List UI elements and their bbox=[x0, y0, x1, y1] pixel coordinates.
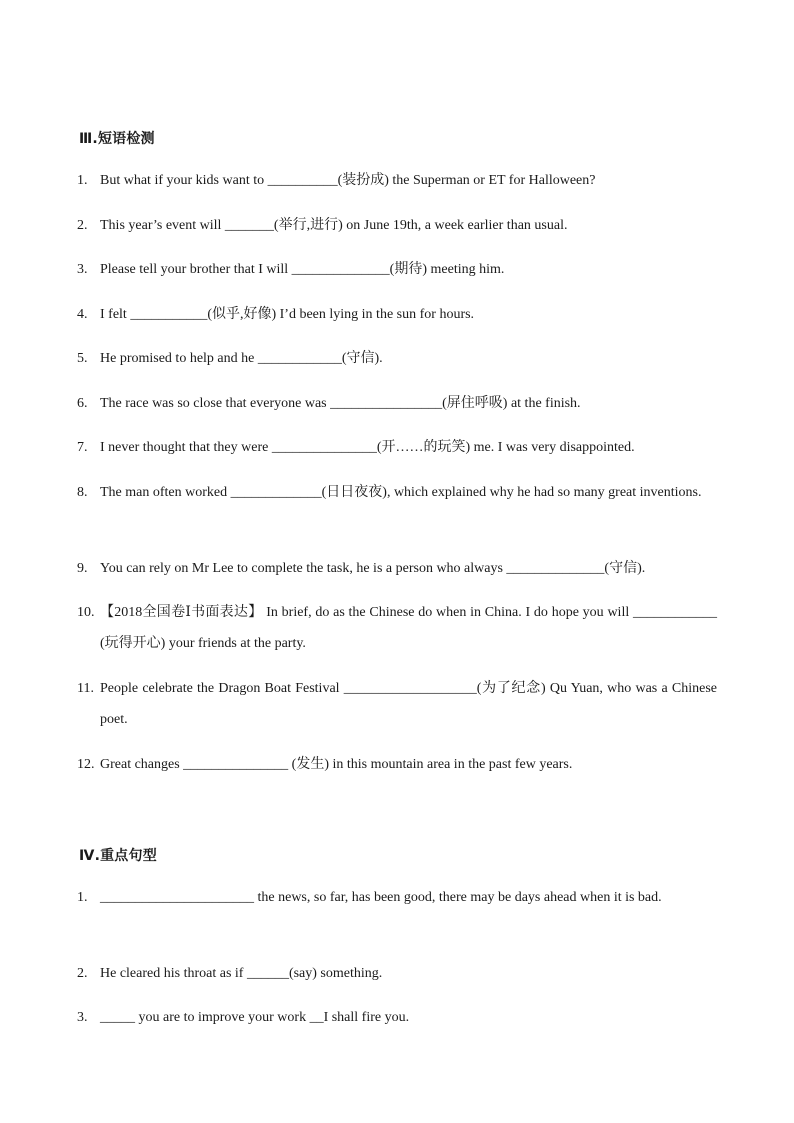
question-text: He promised to help and he ____________(守信). bbox=[100, 351, 383, 366]
question-item bbox=[77, 882, 717, 913]
question-number: 5. bbox=[77, 351, 88, 366]
question-text: But what if your kids want to __________(装扮成) the Superman or ET for Halloween? bbox=[100, 173, 596, 188]
question-text: He cleared his throat as if ______(say) something. bbox=[100, 966, 383, 981]
question-number: 3. bbox=[77, 262, 88, 277]
question-item bbox=[77, 749, 717, 780]
question-number: 9. bbox=[77, 561, 88, 576]
question-number: 7. bbox=[77, 440, 88, 455]
question-number: 6. bbox=[77, 396, 88, 411]
question-number: 2. bbox=[77, 966, 88, 981]
question-text: ______________________ the news, so far, has been good, there may be days ahead when it is bad. bbox=[100, 890, 662, 905]
question-text: You can rely on Mr Lee to complete the task, he is a person who always ______________(守信). bbox=[100, 561, 646, 576]
question-item bbox=[77, 210, 717, 241]
question-number: 8. bbox=[77, 485, 88, 500]
question-text: Please tell your brother that I will ______________(期待) meeting him. bbox=[100, 262, 505, 277]
question-number: 10. bbox=[77, 605, 95, 620]
question-item bbox=[77, 1002, 717, 1033]
section-heading-phrases: Ⅲ.短语检测 bbox=[79, 131, 155, 147]
section-heading-sentences: Ⅳ.重点句型 bbox=[79, 848, 157, 864]
question-number: 1. bbox=[77, 890, 88, 905]
question-item bbox=[77, 958, 717, 989]
question-text: The man often worked _____________(日日夜夜), which explained why he had so many great inventions. bbox=[100, 485, 702, 500]
question-number: 12. bbox=[77, 757, 95, 772]
question-number: 3. bbox=[77, 1010, 88, 1025]
question-item bbox=[77, 165, 717, 196]
question-item bbox=[77, 388, 717, 419]
question-item bbox=[77, 343, 717, 374]
question-text: This year’s event will _______(举行,进行) on June 19th, a week earlier than usual. bbox=[100, 218, 568, 233]
question-text: 【2018全国卷Ⅰ书面表达】 In brief, do as the Chinese do when in China. I do hope you will ____________ (玩得开心) your friends at the party. bbox=[100, 605, 717, 651]
question-item bbox=[77, 477, 717, 508]
question-text: I never thought that they were _______________(开……的玩笑) me. I was very disappointed. bbox=[100, 440, 635, 455]
question-number: 11. bbox=[77, 681, 94, 696]
question-number: 1. bbox=[77, 173, 88, 188]
question-text: People celebrate the Dragon Boat Festival ___________________(为了纪念) Qu Yuan, who was a Chinese poet. bbox=[100, 681, 717, 727]
question-text: Great changes _______________ (发生) in this mountain area in the past few years. bbox=[100, 757, 573, 772]
question-text: The race was so close that everyone was ________________(屏住呼吸) at the finish. bbox=[100, 396, 581, 411]
question-number: 2. bbox=[77, 218, 88, 233]
question-text: _____ you are to improve your work __I shall fire you. bbox=[100, 1010, 410, 1025]
question-item bbox=[77, 432, 717, 463]
question-item bbox=[77, 597, 717, 659]
question-number: 4. bbox=[77, 307, 88, 322]
question-item bbox=[77, 299, 717, 330]
question-item bbox=[77, 553, 717, 584]
question-item bbox=[77, 673, 717, 735]
question-item bbox=[77, 254, 717, 285]
question-text: I felt ___________(似乎,好像) I’d been lying in the sun for hours. bbox=[100, 307, 475, 322]
